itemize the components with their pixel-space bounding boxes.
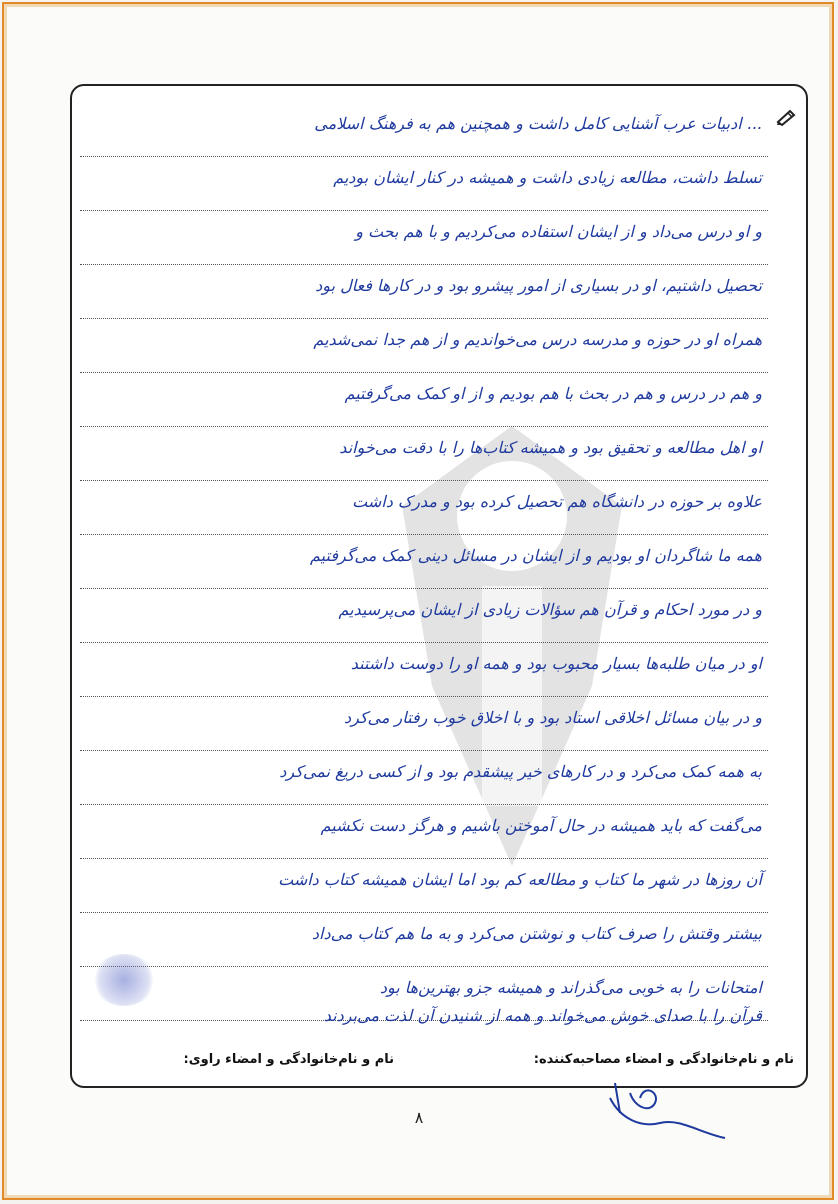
handwritten-lines: [72, 86, 806, 1086]
handwriting-form: [70, 84, 808, 1088]
handwritten-line: او اهل مطالعه و تحقیق بود و همیشه کتاب‌ها را با دقت می‌خواند: [80, 426, 768, 481]
handwritten-line: و او درس می‌داد و از ایشان استفاده می‌کردیم و با هم بحث و: [80, 210, 768, 265]
signature-row: [82, 1046, 794, 1076]
handwritten-line: همراه او در حوزه و مدرسه درس می‌خواندیم و از هم جدا نمی‌شدیم: [80, 318, 768, 373]
handwritten-line: بیشتر وقتش را صرف کتاب و نوشتن می‌کرد و به ما هم کتاب می‌داد: [80, 912, 768, 967]
handwritten-line: امتحانات را به خوبی می‌گذراند و همیشه جزو بهترین‌ها بود: [80, 966, 768, 1021]
handwritten-line: تسلط داشت، مطالعه زیادی داشت و همیشه در کنار ایشان بودیم: [80, 156, 768, 211]
narrator-signature-label: نام و نام‌خانوادگی و امضاء راوی:: [183, 1052, 394, 1067]
handwritten-line: و در بیان مسائل اخلاقی استاد بود و با اخلاق خوب رفتار می‌کرد: [80, 696, 768, 751]
handwritten-line: او در میان طلبه‌ها بسیار محبوب بود و همه او را دوست داشتند: [80, 642, 768, 697]
handwritten-line: تحصیل داشتیم، او در بسیاری از امور پیشرو بود و در کارها فعال بود: [80, 264, 768, 319]
handwritten-line: علاوه بر حوزه در دانشگاه هم تحصیل کرده بود و مدرک داشت: [80, 480, 768, 535]
handwritten-line: به همه کمک می‌کرد و در کارهای خیر پیشقدم بود و از کسی دریغ نمی‌کرد: [80, 750, 768, 805]
handwritten-line: و در مورد احکام و قرآن هم سؤالات زیادی از ایشان می‌پرسیدیم: [80, 588, 768, 643]
handwritten-line: و هم در درس و هم در بحث با هم بودیم و از او کمک می‌گرفتیم: [80, 372, 768, 427]
interviewer-signature-label: نام و نام‌خانوادگی و امضاء مصاحبه‌کننده:: [533, 1052, 794, 1067]
handwritten-line: آن روزها در شهر ما کتاب و مطالعه کم بود اما ایشان همیشه کتاب داشت: [80, 858, 768, 913]
ink-stamp: [92, 954, 156, 1006]
handwritten-line: قرآن را با صدای خوش می‌خواند و همه از شنیدن آن لذت می‌بردند: [323, 1006, 762, 1025]
handwritten-line: همه ما شاگردان او بودیم و از ایشان در مسائل دینی کمک می‌گرفتیم: [80, 534, 768, 589]
handwritten-line: می‌گفت که باید همیشه در حال آموختن باشیم و هرگز دست نکشیم: [80, 804, 768, 859]
handwritten-line: ... ادبیات عرب آشنایی کامل داشت و همچنین هم به فرهنگ اسلامی: [80, 102, 768, 157]
page-number: ۸: [414, 1108, 424, 1127]
